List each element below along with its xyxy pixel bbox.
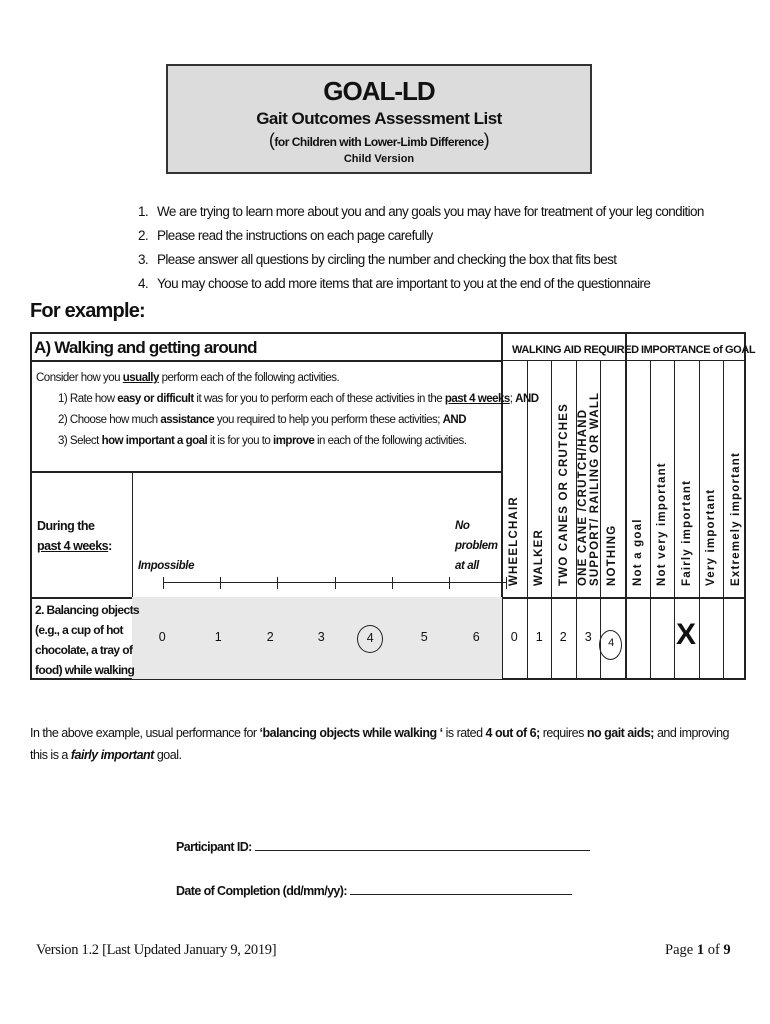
instruction-item: 1. We are trying to learn more about you and any goals you may have for treatment of your leg condition: [138, 204, 704, 219]
divider: [625, 334, 627, 678]
col-not-very-important: Not very important: [656, 462, 668, 586]
aid-score-0[interactable]: 0: [510, 630, 518, 644]
title-box: [166, 64, 592, 174]
date-of-completion-field: Date of Completion (dd/mm/yy):: [176, 882, 572, 898]
walking-aid-header: WALKING AID REQUIRED: [512, 344, 639, 356]
section-title: A) Walking and getting around: [34, 338, 257, 357]
importance-check-mark[interactable]: X: [676, 618, 697, 651]
instruction-item: 2. Please read the instructions on each page carefully: [138, 228, 433, 243]
scale-min-label: Impossible: [138, 560, 195, 572]
form-subtitle: Gait Outcomes Assessment List: [256, 109, 502, 128]
col-two-canes: TWO CANES OR CRUTCHES: [558, 402, 570, 586]
aid-score-4[interactable]: 4: [608, 637, 614, 649]
divider: [699, 361, 700, 678]
score-6[interactable]: 6: [472, 630, 480, 644]
form-title: GOAL-LD: [323, 76, 435, 106]
col-very-important: Very important: [705, 488, 717, 586]
form-target: [168, 130, 590, 151]
for-example-heading: For example:: [30, 300, 145, 322]
scale-tick: [335, 577, 336, 589]
importance-header: IMPORTANCE of GOAL: [641, 344, 756, 356]
scale-tick: [449, 577, 450, 589]
example-explanation: In the above example, usual performance for ‘balancing objects while walking ‘ is rated 4 out of 6; requires no gait aids; and improving this is a fairly important goal.: [30, 726, 729, 762]
col-fairly-important: Fairly important: [681, 479, 693, 586]
score-1[interactable]: 1: [214, 630, 222, 644]
divider: [502, 360, 744, 361]
participant-id-input[interactable]: [255, 838, 590, 851]
score-0[interactable]: 0: [158, 630, 166, 644]
score-2[interactable]: 2: [266, 630, 274, 644]
col-wheelchair: WHEELCHAIR: [508, 496, 520, 586]
divider: [32, 360, 502, 362]
divider: [650, 361, 651, 678]
score-3[interactable]: 3: [317, 630, 325, 644]
aid-score-1[interactable]: 1: [535, 630, 543, 644]
aid-score-3[interactable]: 3: [584, 630, 592, 644]
paren-open: (: [268, 130, 275, 150]
divider: [32, 471, 502, 473]
scale-tick: [163, 577, 164, 589]
footer-version: Version 1.2 [Last Updated January 9, 2019]: [36, 942, 277, 958]
score-5[interactable]: 5: [420, 630, 428, 644]
col-nothing: NOTHING: [606, 524, 618, 586]
instruction-item: 3. Please answer all questions by circling the number and checking the box that fits best: [138, 252, 617, 267]
divider: [551, 361, 552, 678]
during-label: During the past 4 weeks:: [37, 519, 112, 553]
col-extremely-important: Extremely important: [730, 452, 742, 586]
score-4[interactable]: 4: [366, 631, 374, 645]
participant-id-field: Participant ID:: [176, 838, 590, 854]
date-of-completion-input[interactable]: [350, 882, 572, 895]
row-label: 2. Balancing objects (e.g., a cup of hot chocolate, a tray of food) while walking: [35, 603, 140, 677]
aid-score-2[interactable]: 2: [559, 630, 567, 644]
form-target-text: for Children with Lower-Limb Difference: [274, 135, 484, 149]
scale-tick: [506, 577, 507, 589]
divider: [674, 361, 675, 678]
col-walker: WALKER: [533, 528, 545, 586]
instruction-item: 4. You may choose to add more items that are important to you at the end of the questionnaire: [138, 276, 651, 291]
col-one-cane: ONE CANE /CRUTCH/HAND: [577, 408, 589, 586]
consider-instructions: Consider how you usually perform each of the following activities. 1) Rate how easy or difficult it was for you to perform each of these activities in the past 4 weeks; AND 2) Choose how much assistance you required to help you perform these activities; AND 3) Select how important a goal it is for you to improve in each of the following activities.: [36, 372, 539, 447]
scale-tick: [277, 577, 278, 589]
col-support-railing: SUPPORT/ RAILING OR WALL: [589, 391, 601, 586]
footer-page-number: Page 1 of 9: [665, 942, 731, 958]
instructions-list: [138, 200, 704, 296]
scale-tick: [220, 577, 221, 589]
scale-max-label: No problem at all: [455, 520, 498, 572]
divider: [723, 361, 724, 678]
col-not-a-goal: Not a goal: [632, 518, 644, 586]
example-table: [30, 332, 756, 680]
scale-tick: [392, 577, 393, 589]
paren-close: ): [483, 130, 490, 150]
form-version: Child Version: [343, 153, 415, 165]
